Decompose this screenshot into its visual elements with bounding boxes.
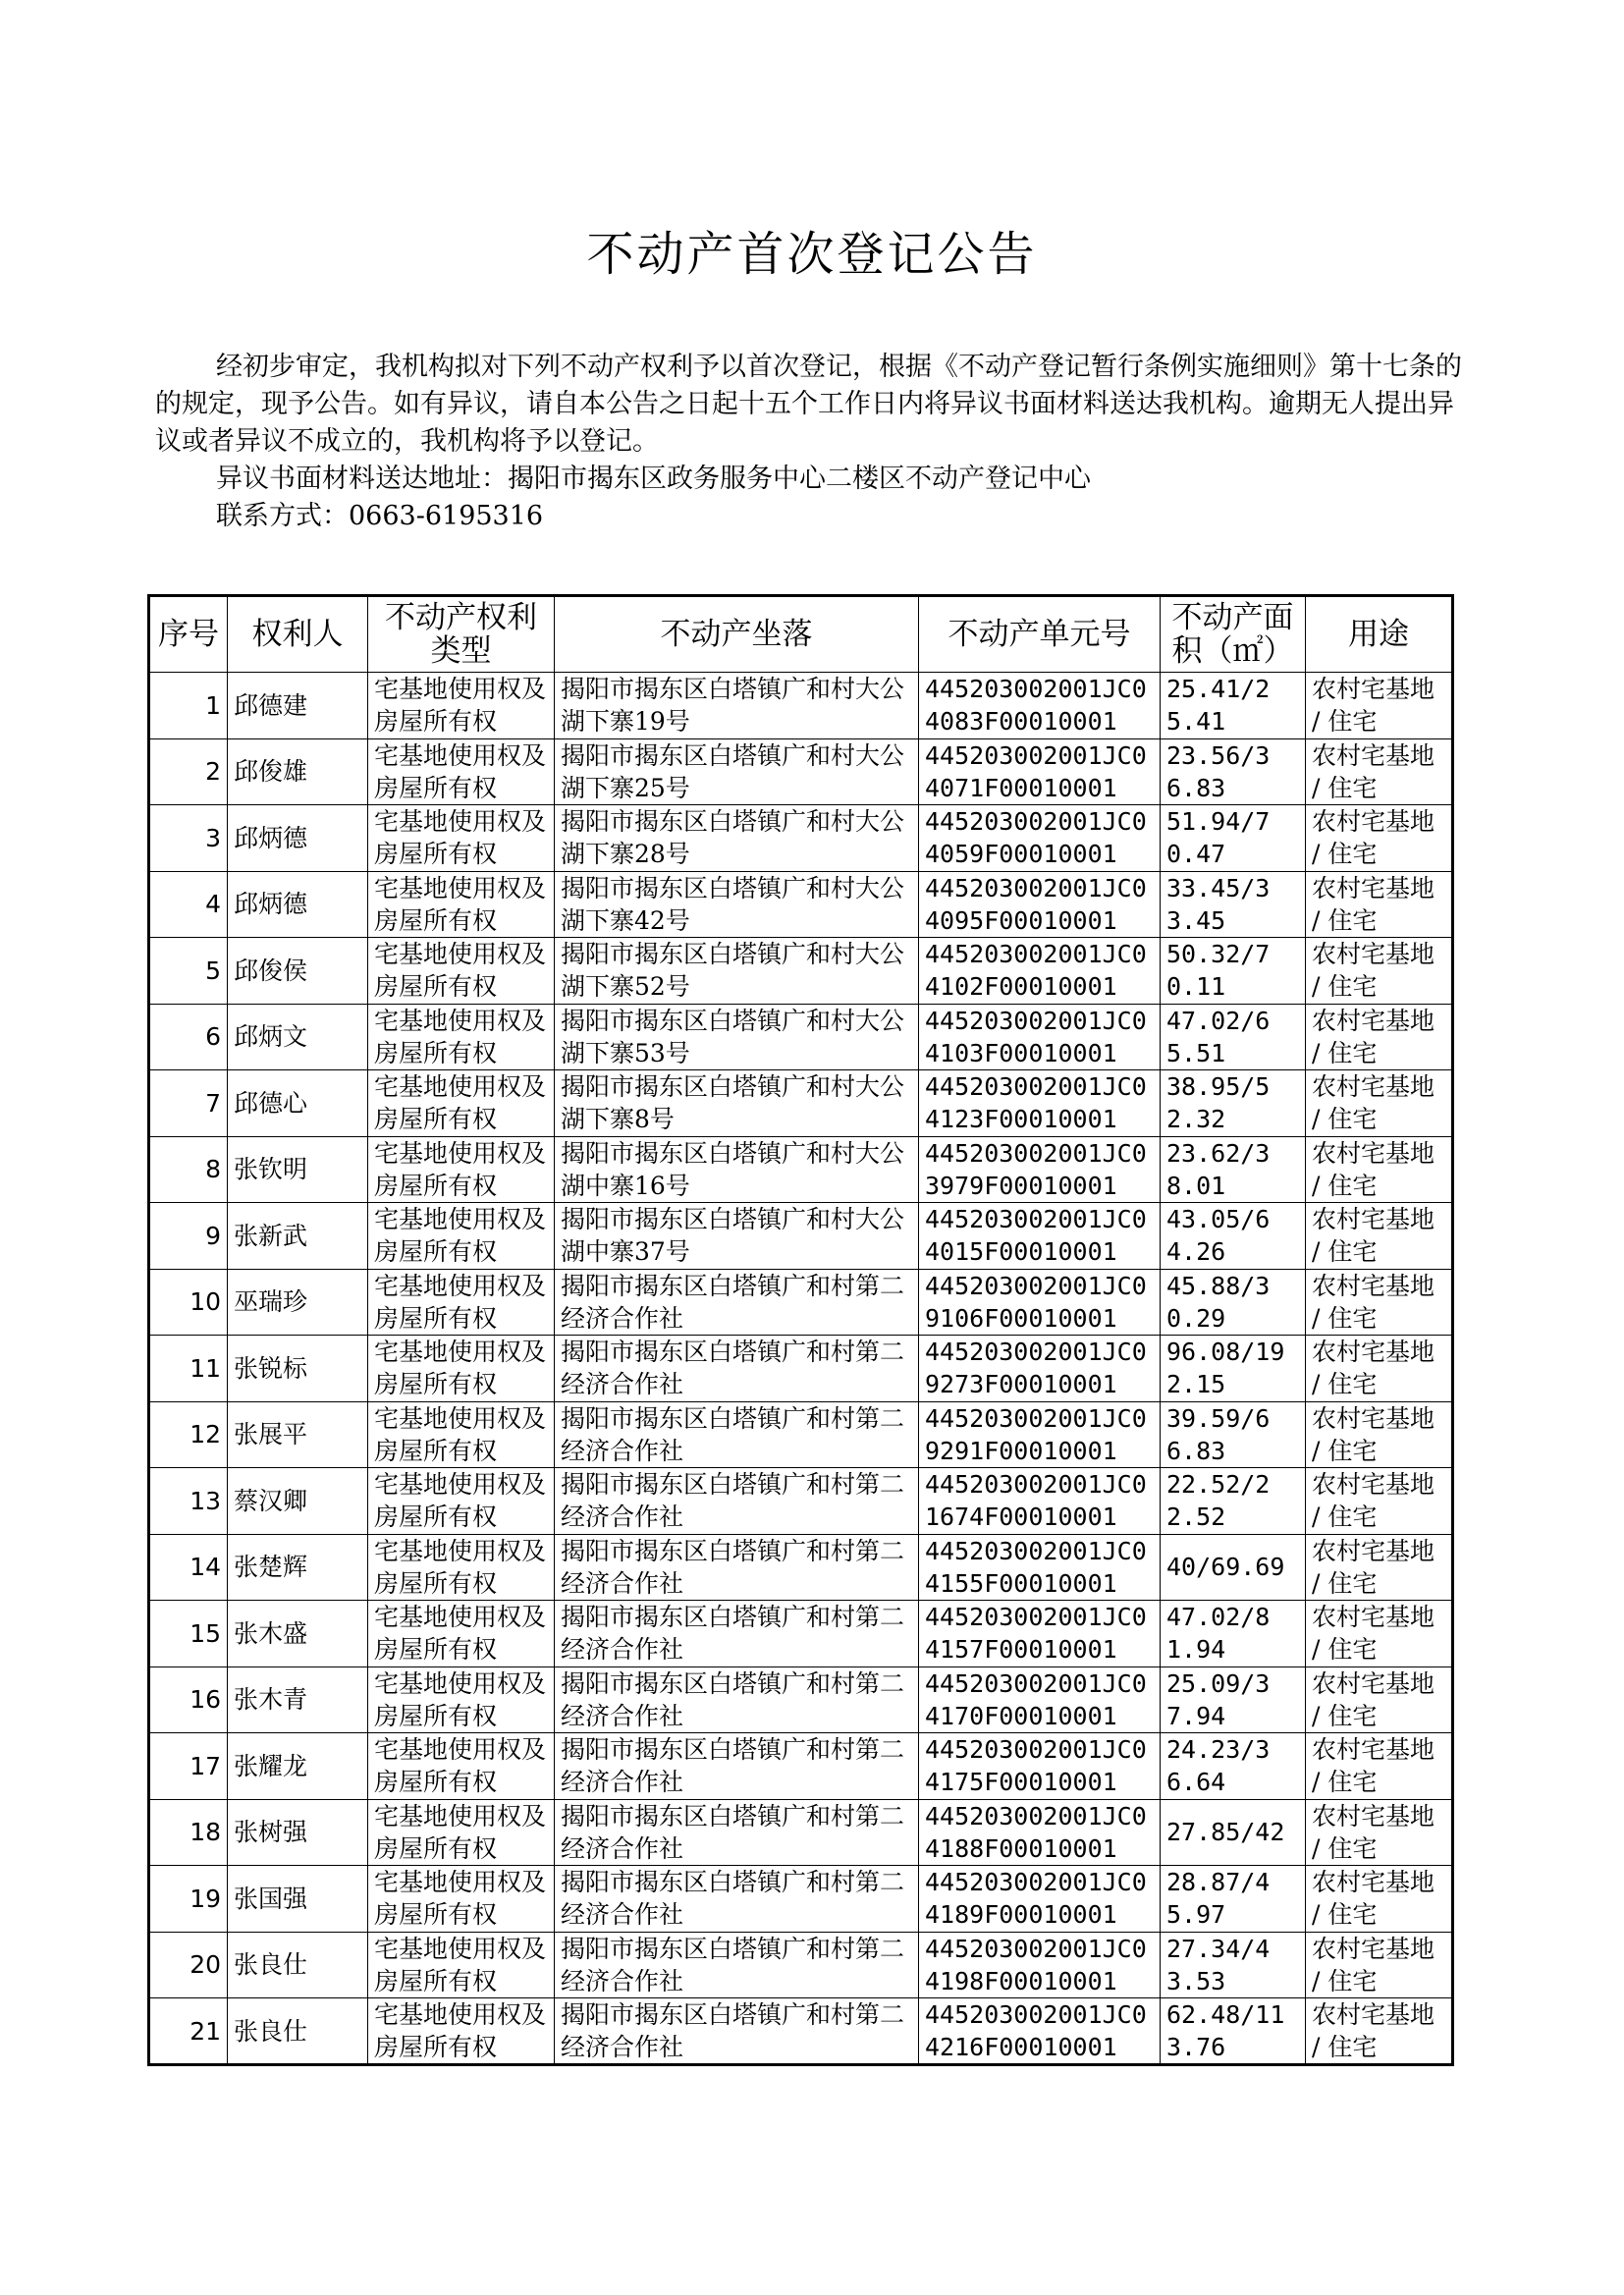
row-seq: 12 (149, 1401, 228, 1468)
row-right-type: 宅基地使用权及房屋所有权 (368, 738, 555, 805)
table-row (149, 1601, 1453, 1667)
row-right-type: 宅基地使用权及房屋所有权 (368, 1136, 555, 1203)
table-header-row (149, 596, 1453, 673)
table-row (149, 1932, 1453, 1998)
row-area: 25.09/37.94 (1161, 1667, 1306, 1733)
registration-table (147, 594, 1454, 2066)
row-use: 农村宅基地 / 住宅 (1306, 1401, 1453, 1468)
row-unit-no: 445203002001JC09273F00010001 (919, 1336, 1161, 1402)
row-unit-no: 445203002001JC04059F00010001 (919, 805, 1161, 872)
row-right-type: 宅基地使用权及房屋所有权 (368, 1203, 555, 1270)
header-owner: 权利人 (228, 596, 368, 673)
row-right-type: 宅基地使用权及房屋所有权 (368, 1269, 555, 1336)
row-right-type: 宅基地使用权及房屋所有权 (368, 1534, 555, 1601)
row-use: 农村宅基地 / 住宅 (1306, 738, 1453, 805)
table-row (149, 1336, 1453, 1402)
row-owner: 张锐标 (228, 1336, 368, 1402)
row-right-type: 宅基地使用权及房屋所有权 (368, 1468, 555, 1535)
row-use: 农村宅基地 / 住宅 (1306, 1004, 1453, 1070)
header-seq: 序号 (149, 596, 228, 673)
row-right-type: 宅基地使用权及房屋所有权 (368, 1667, 555, 1733)
row-seq: 7 (149, 1070, 228, 1137)
row-location: 揭阳市揭东区白塔镇广和村第二经济合作社 (555, 1998, 919, 2065)
row-unit-no: 445203002001JC04198F00010001 (919, 1932, 1161, 1998)
row-use: 农村宅基地 / 住宅 (1306, 1998, 1453, 2065)
row-seq: 10 (149, 1269, 228, 1336)
row-use: 农村宅基地 / 住宅 (1306, 805, 1453, 872)
row-area: 27.85/42 (1161, 1799, 1306, 1866)
row-area: 47.02/81.94 (1161, 1601, 1306, 1667)
row-location: 揭阳市揭东区白塔镇广和村第二经济合作社 (555, 1601, 919, 1667)
table-row (149, 738, 1453, 805)
table-row (149, 1070, 1453, 1137)
row-area: 24.23/36.64 (1161, 1733, 1306, 1800)
row-use: 农村宅基地 / 住宅 (1306, 1799, 1453, 1866)
header-unit-no: 不动产单元号 (919, 596, 1161, 673)
row-location: 揭阳市揭东区白塔镇广和村第二经济合作社 (555, 1866, 919, 1933)
table-row (149, 1799, 1453, 1866)
row-location: 揭阳市揭东区白塔镇广和村大公湖下寨53号 (555, 1004, 919, 1070)
row-owner: 张新武 (228, 1203, 368, 1270)
row-area: 38.95/52.32 (1161, 1070, 1306, 1137)
row-unit-no: 445203002001JC09291F00010001 (919, 1401, 1161, 1468)
row-area: 23.62/38.01 (1161, 1136, 1306, 1203)
row-location: 揭阳市揭东区白塔镇广和村第二经济合作社 (555, 1932, 919, 1998)
row-use: 农村宅基地 / 住宅 (1306, 1468, 1453, 1535)
row-area: 62.48/113.76 (1161, 1998, 1306, 2065)
row-area: 39.59/66.83 (1161, 1401, 1306, 1468)
row-location: 揭阳市揭东区白塔镇广和村大公湖下寨19号 (555, 673, 919, 739)
row-owner: 张良仕 (228, 1998, 368, 2065)
row-right-type: 宅基地使用权及房屋所有权 (368, 871, 555, 938)
row-area: 45.88/30.29 (1161, 1269, 1306, 1336)
row-owner: 张良仕 (228, 1932, 368, 1998)
row-use: 农村宅基地 / 住宅 (1306, 1136, 1453, 1203)
row-location: 揭阳市揭东区白塔镇广和村第二经济合作社 (555, 1468, 919, 1535)
row-unit-no: 445203002001JC04189F00010001 (919, 1866, 1161, 1933)
row-area: 22.52/22.52 (1161, 1468, 1306, 1535)
row-use: 农村宅基地 / 住宅 (1306, 1070, 1453, 1137)
row-seq: 9 (149, 1203, 228, 1270)
row-owner: 邱德心 (228, 1070, 368, 1137)
row-owner: 蔡汉卿 (228, 1468, 368, 1535)
table-row (149, 1866, 1453, 1933)
row-unit-no: 445203002001JC04095F00010001 (919, 871, 1161, 938)
row-use: 农村宅基地 / 住宅 (1306, 1932, 1453, 1998)
row-use: 农村宅基地 / 住宅 (1306, 673, 1453, 739)
row-unit-no: 445203002001JC04155F00010001 (919, 1534, 1161, 1601)
row-unit-no: 445203002001JC04216F00010001 (919, 1998, 1161, 2065)
row-unit-no: 445203002001JC04157F00010001 (919, 1601, 1161, 1667)
row-seq: 18 (149, 1799, 228, 1866)
row-right-type: 宅基地使用权及房屋所有权 (368, 1799, 555, 1866)
row-use: 农村宅基地 / 住宅 (1306, 871, 1453, 938)
row-seq: 3 (149, 805, 228, 872)
row-area: 40/69.69 (1161, 1534, 1306, 1601)
table-row (149, 805, 1453, 872)
row-area: 51.94/70.47 (1161, 805, 1306, 872)
table-row (149, 1269, 1453, 1336)
row-owner: 邱炳德 (228, 871, 368, 938)
row-location: 揭阳市揭东区白塔镇广和村第二经济合作社 (555, 1667, 919, 1733)
row-unit-no: 445203002001JC04170F00010001 (919, 1667, 1161, 1733)
row-right-type: 宅基地使用权及房屋所有权 (368, 673, 555, 739)
row-unit-no: 445203002001JC04102F00010001 (919, 938, 1161, 1005)
table-row (149, 1998, 1453, 2065)
row-right-type: 宅基地使用权及房屋所有权 (368, 1004, 555, 1070)
table-row (149, 1203, 1453, 1270)
row-owner: 张楚辉 (228, 1534, 368, 1601)
row-right-type: 宅基地使用权及房屋所有权 (368, 1998, 555, 2065)
row-owner: 邱德建 (228, 673, 368, 739)
objection-address: 异议书面材料送达地址：揭阳市揭东区政务服务中心二楼区不动产登记中心 (216, 464, 1091, 494)
row-location: 揭阳市揭东区白塔镇广和村大公湖中寨16号 (555, 1136, 919, 1203)
row-unit-no: 445203002001JC04123F00010001 (919, 1070, 1161, 1137)
row-seq: 11 (149, 1336, 228, 1402)
row-owner: 邱炳文 (228, 1004, 368, 1070)
row-owner: 邱俊雄 (228, 738, 368, 805)
table-row (149, 871, 1453, 938)
row-location: 揭阳市揭东区白塔镇广和村第二经济合作社 (555, 1401, 919, 1468)
row-area: 47.02/65.51 (1161, 1004, 1306, 1070)
row-owner: 张木盛 (228, 1601, 368, 1667)
row-right-type: 宅基地使用权及房屋所有权 (368, 805, 555, 872)
row-seq: 5 (149, 938, 228, 1005)
row-location: 揭阳市揭东区白塔镇广和村大公湖下寨8号 (555, 1070, 919, 1137)
row-seq: 21 (149, 1998, 228, 2065)
row-seq: 20 (149, 1932, 228, 1998)
row-owner: 邱炳德 (228, 805, 368, 872)
row-unit-no: 445203002001JC01674F00010001 (919, 1468, 1161, 1535)
row-area: 50.32/70.11 (1161, 938, 1306, 1005)
row-right-type: 宅基地使用权及房屋所有权 (368, 1070, 555, 1137)
row-seq: 2 (149, 738, 228, 805)
row-use: 农村宅基地 / 住宅 (1306, 1203, 1453, 1270)
row-unit-no: 445203002001JC04015F00010001 (919, 1203, 1161, 1270)
row-owner: 张木青 (228, 1667, 368, 1733)
row-location: 揭阳市揭东区白塔镇广和村第二经济合作社 (555, 1336, 919, 1402)
row-use: 农村宅基地 / 住宅 (1306, 1534, 1453, 1601)
row-use: 农村宅基地 / 住宅 (1306, 1269, 1453, 1336)
header-location: 不动产坐落 (555, 596, 919, 673)
row-use: 农村宅基地 / 住宅 (1306, 1667, 1453, 1733)
row-unit-no: 445203002001JC04103F00010001 (919, 1004, 1161, 1070)
row-owner: 张树强 (228, 1799, 368, 1866)
row-use: 农村宅基地 / 住宅 (1306, 938, 1453, 1005)
table-row (149, 1733, 1453, 1800)
notice-intro (155, 349, 1467, 535)
row-location: 揭阳市揭东区白塔镇广和村大公湖下寨42号 (555, 871, 919, 938)
row-right-type: 宅基地使用权及房屋所有权 (368, 1932, 555, 1998)
row-use: 农村宅基地 / 住宅 (1306, 1866, 1453, 1933)
row-area: 23.56/36.83 (1161, 738, 1306, 805)
row-right-type: 宅基地使用权及房屋所有权 (368, 1601, 555, 1667)
row-seq: 14 (149, 1534, 228, 1601)
row-location: 揭阳市揭东区白塔镇广和村第二经济合作社 (555, 1733, 919, 1800)
row-seq: 6 (149, 1004, 228, 1070)
row-use: 农村宅基地 / 住宅 (1306, 1336, 1453, 1402)
row-location: 揭阳市揭东区白塔镇广和村第二经济合作社 (555, 1534, 919, 1601)
header-area: 不动产面积（㎡） (1161, 596, 1306, 673)
row-right-type: 宅基地使用权及房屋所有权 (368, 1401, 555, 1468)
header-right-type: 不动产权利类型 (368, 596, 555, 673)
row-unit-no: 445203002001JC04071F00010001 (919, 738, 1161, 805)
row-owner: 邱俊侯 (228, 938, 368, 1005)
table-row (149, 1004, 1453, 1070)
row-right-type: 宅基地使用权及房屋所有权 (368, 1733, 555, 1800)
row-seq: 15 (149, 1601, 228, 1667)
header-use: 用途 (1306, 596, 1453, 673)
row-seq: 4 (149, 871, 228, 938)
table-row (149, 673, 1453, 739)
row-seq: 13 (149, 1468, 228, 1535)
row-unit-no: 445203002001JC04083F00010001 (919, 673, 1161, 739)
row-seq: 19 (149, 1866, 228, 1933)
row-owner: 张展平 (228, 1401, 368, 1468)
row-location: 揭阳市揭东区白塔镇广和村大公湖下寨52号 (555, 938, 919, 1005)
row-area: 33.45/33.45 (1161, 871, 1306, 938)
table-row (149, 1667, 1453, 1733)
table-row (149, 938, 1453, 1005)
row-seq: 16 (149, 1667, 228, 1733)
row-area: 27.34/43.53 (1161, 1932, 1306, 1998)
row-use: 农村宅基地 / 住宅 (1306, 1733, 1453, 1800)
row-area: 96.08/192.15 (1161, 1336, 1306, 1402)
row-use: 农村宅基地 / 住宅 (1306, 1601, 1453, 1667)
row-location: 揭阳市揭东区白塔镇广和村大公湖下寨25号 (555, 738, 919, 805)
table-row (149, 1401, 1453, 1468)
row-owner: 张耀龙 (228, 1733, 368, 1800)
row-unit-no: 445203002001JC04188F00010001 (919, 1799, 1161, 1866)
row-seq: 8 (149, 1136, 228, 1203)
row-area: 28.87/45.97 (1161, 1866, 1306, 1933)
row-owner: 巫瑞珍 (228, 1269, 368, 1336)
row-unit-no: 445203002001JC04175F00010001 (919, 1733, 1161, 1800)
row-unit-no: 445203002001JC09106F00010001 (919, 1269, 1161, 1336)
table-row (149, 1534, 1453, 1601)
row-location: 揭阳市揭东区白塔镇广和村大公湖中寨37号 (555, 1203, 919, 1270)
row-owner: 张国强 (228, 1866, 368, 1933)
row-location: 揭阳市揭东区白塔镇广和村第二经济合作社 (555, 1799, 919, 1866)
table-row (149, 1468, 1453, 1535)
row-area: 25.41/25.41 (1161, 673, 1306, 739)
row-right-type: 宅基地使用权及房屋所有权 (368, 938, 555, 1005)
notice-paragraph: 经初步审定，我机构拟对下列不动产权利予以首次登记，根据《不动产登记暂行条例实施细则》第十七条的的规定，现予公告。如有异议，请自本公告之日起十五个工作日内将异议书面材料送达我机构。逾期无人提出异议或者异议不成立的，我机构将予以登记。 (155, 352, 1462, 457)
row-right-type: 宅基地使用权及房屋所有权 (368, 1336, 555, 1402)
row-location: 揭阳市揭东区白塔镇广和村第二经济合作社 (555, 1269, 919, 1336)
page-title: 不动产首次登记公告 (586, 227, 1038, 282)
row-unit-no: 445203002001JC03979F00010001 (919, 1136, 1161, 1203)
table-row (149, 1136, 1453, 1203)
row-seq: 1 (149, 673, 228, 739)
row-owner: 张钦明 (228, 1136, 368, 1203)
row-location: 揭阳市揭东区白塔镇广和村大公湖下寨28号 (555, 805, 919, 872)
row-seq: 17 (149, 1733, 228, 1800)
row-right-type: 宅基地使用权及房屋所有权 (368, 1866, 555, 1933)
row-area: 43.05/64.26 (1161, 1203, 1306, 1270)
contact-info: 联系方式：0663-6195316 (216, 501, 544, 531)
